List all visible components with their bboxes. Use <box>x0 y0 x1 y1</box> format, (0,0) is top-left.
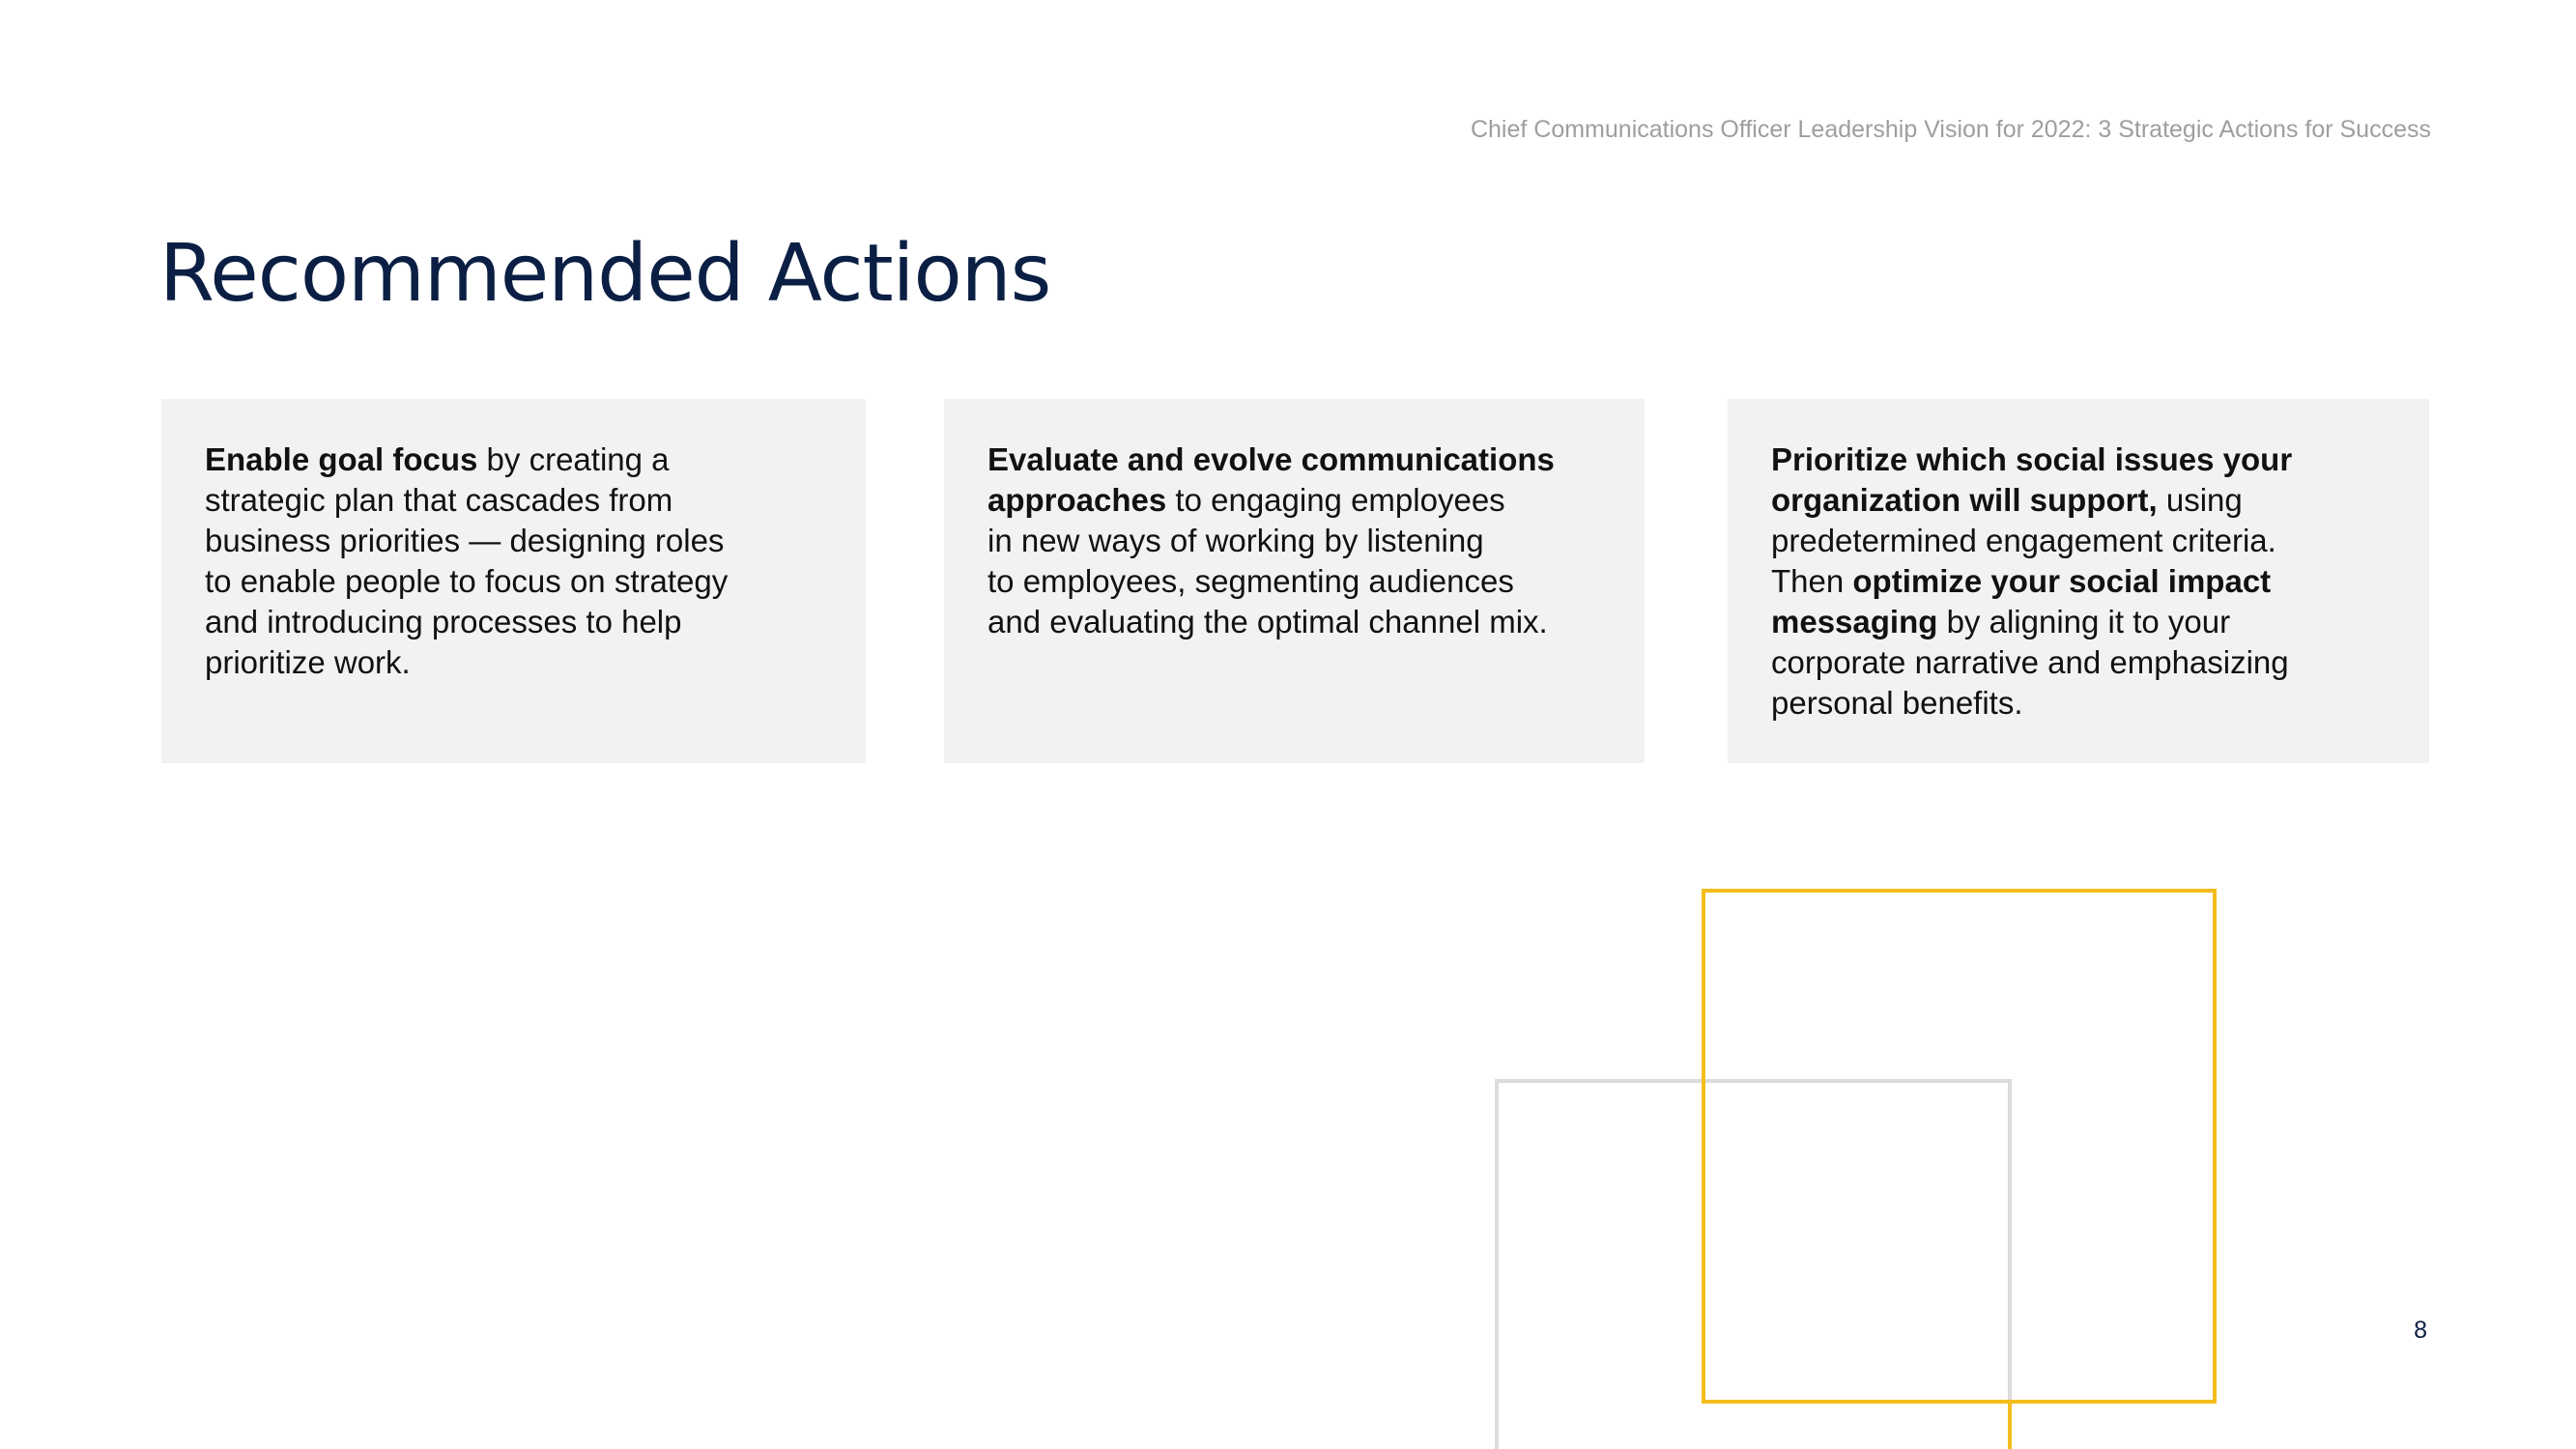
emphasis-text: optimize your social impact <box>1852 563 2272 599</box>
body-text: to engaging employees <box>1166 482 1505 518</box>
body-text: corporate narrative and emphasizing <box>1771 644 2289 680</box>
action-card-text <box>205 440 823 683</box>
card-text-line <box>1771 683 2387 724</box>
card-text-line <box>987 561 1602 602</box>
body-text: to enable people to focus on strategy <box>205 563 729 599</box>
emphasis-text: Enable goal focus <box>205 441 478 477</box>
action-card-text <box>1771 440 2387 724</box>
card-text-line <box>1771 480 2387 521</box>
emphasis-text: organization will support, <box>1771 482 2158 518</box>
body-text: business priorities — designing roles <box>205 523 725 558</box>
body-text: to employees, segmenting audiences <box>987 563 1514 599</box>
yellow-outline-square <box>1703 891 2215 1402</box>
body-text: personal benefits. <box>1771 685 2023 721</box>
card-text-line <box>205 602 823 642</box>
action-card-goal-focus <box>161 399 866 763</box>
body-text: by creating a <box>477 441 670 477</box>
card-text-line <box>987 521 1602 561</box>
action-card-communications <box>944 399 1645 763</box>
action-card-social-issues <box>1728 399 2429 763</box>
emphasis-text: approaches <box>987 482 1167 518</box>
body-text: strategic plan that cascades from <box>205 482 673 518</box>
card-text-line <box>987 480 1602 521</box>
emphasis-text: Prioritize which social issues your <box>1771 441 2293 477</box>
body-text: in new ways of working by listening <box>987 523 1484 558</box>
card-text-line <box>1771 561 2387 602</box>
gray-outline-square <box>1497 1081 2010 1449</box>
card-text-line <box>1771 642 2387 683</box>
body-text: Then <box>1771 563 1853 599</box>
card-text-line <box>205 521 823 561</box>
card-text-line <box>987 602 1602 642</box>
card-text-line <box>205 642 823 683</box>
card-text-line <box>1771 602 2387 642</box>
body-text: using <box>2157 482 2243 518</box>
emphasis-text: Evaluate and evolve communications <box>987 441 1555 477</box>
body-text: and introducing processes to help <box>205 604 682 639</box>
body-text: by aligning it to your <box>1937 604 2231 639</box>
card-text-line <box>1771 521 2387 561</box>
body-text: predetermined engagement criteria. <box>1771 523 2276 558</box>
body-text: prioritize work. <box>205 644 411 680</box>
action-card-text <box>987 440 1602 642</box>
card-text-line <box>205 561 823 602</box>
page-title: Recommended Actions <box>159 228 1051 320</box>
page-number: 8 <box>2414 1317 2427 1344</box>
card-text-line <box>205 440 823 480</box>
card-text-line <box>205 480 823 521</box>
body-text: and evaluating the optimal channel mix. <box>987 604 1548 639</box>
emphasis-text: messaging <box>1771 604 1938 639</box>
card-text-line <box>987 440 1602 480</box>
running-header: Chief Communications Officer Leadership Vision for 2022: 3 Strategic Actions for Success <box>1470 116 2431 143</box>
card-text-line <box>1771 440 2387 480</box>
